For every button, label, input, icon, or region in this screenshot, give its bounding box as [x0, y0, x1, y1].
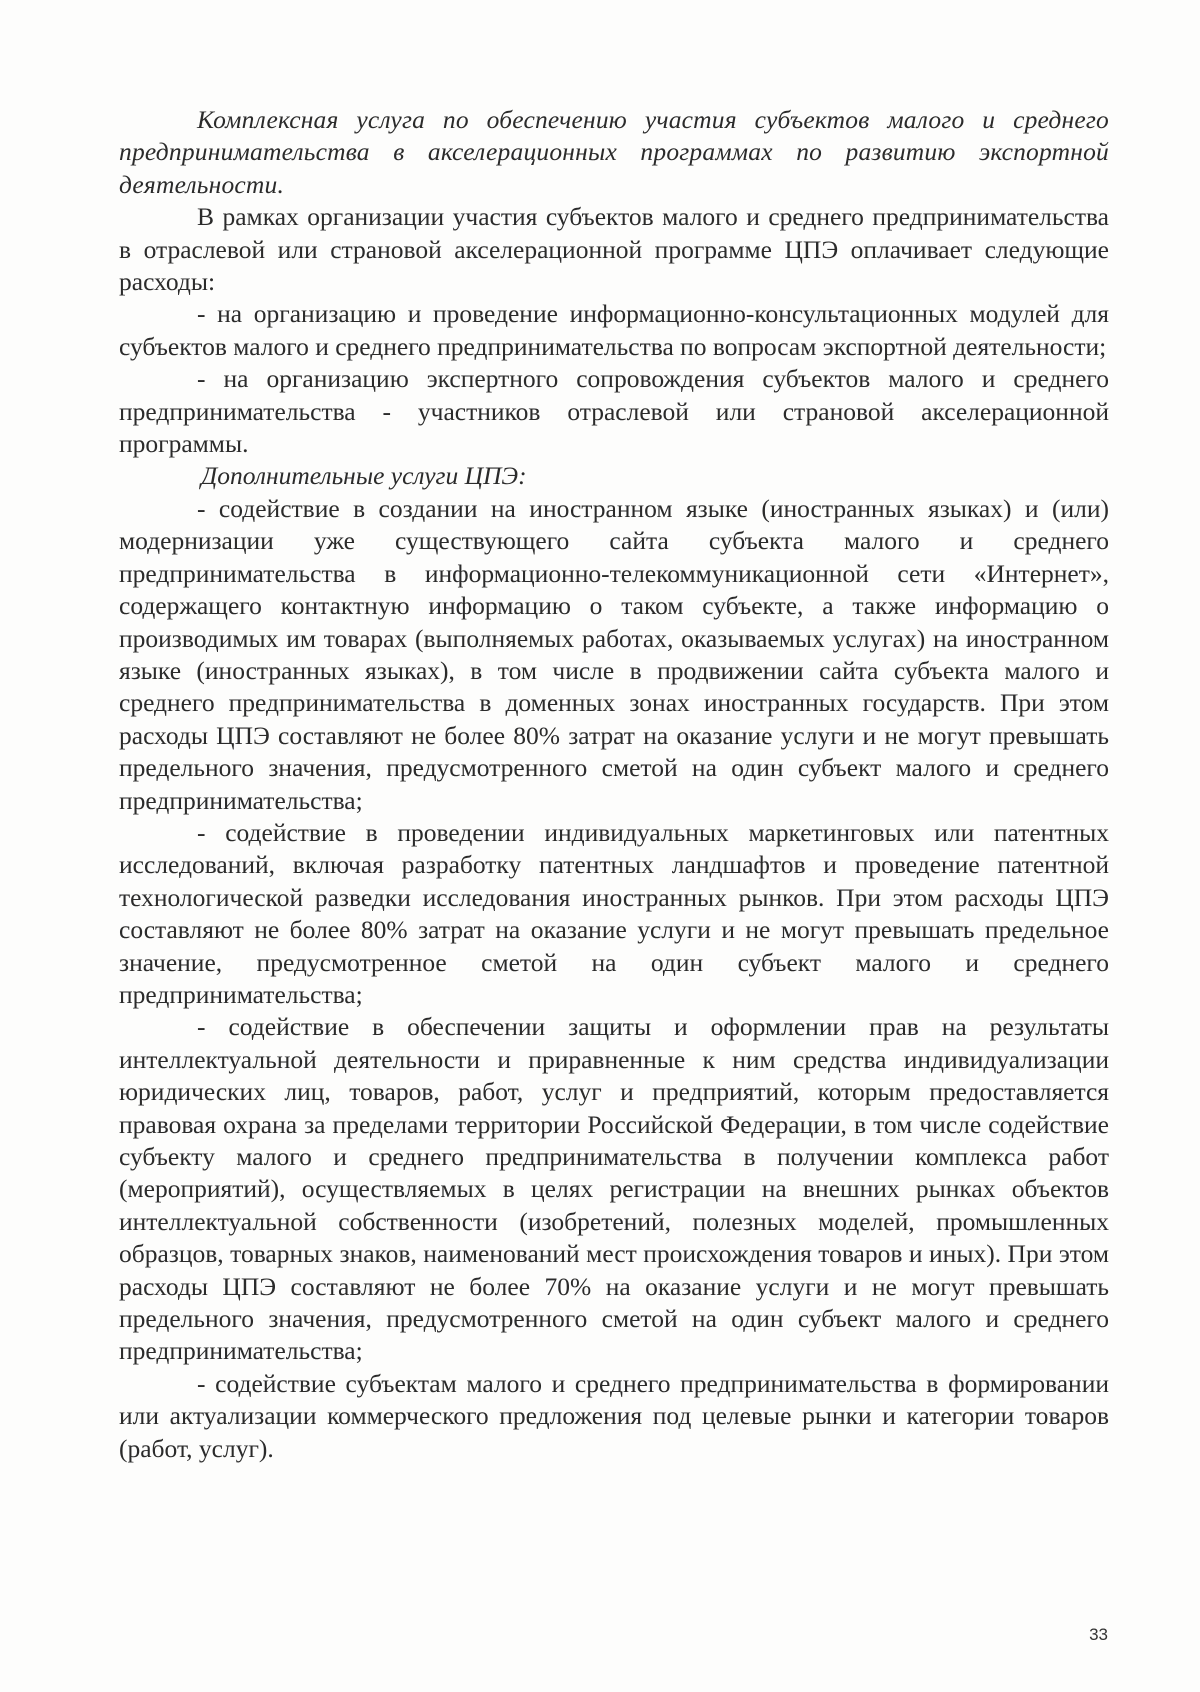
additional-services-heading: Дополнительные услуги ЦПЭ:	[201, 461, 527, 491]
additional-service-item-3: - содействие в обеспечении защиты и оформлении прав на результаты интеллектуальной деятельности и приравненные к ним средства индивидуализации юридических лиц, товаров, работ, услуг и предприятий, которым предоставляется правовая охрана за пределами территории Российской Федерации, в том числе содействие субъекту малого и среднего предпринимательства в получении комплекса работ (мероприятий), осуществляемых в целях регистрации на внешних рынках объектов интеллектуальной собственности (изобретений, полезных моделей, промышленных образцов, товарных знаков, наименований мест происхождения товаров и иных). При этом расходы ЦПЭ составляют не более 70% на оказание услуги и не могут превышать предельного значения, предусмотренного сметой на один субъект малого и среднего предпринимательства;	[119, 1012, 1109, 1366]
expense-item-2: - на организацию экспертного сопровождения субъектов малого и среднего предпринимательства - участников отраслевой или страновой акселерационной программы.	[119, 364, 1109, 459]
page-number: 33	[1089, 1625, 1108, 1644]
additional-service-item-1: - содействие в создании на иностранном языке (иностранных языках) и (или) модернизации уже существующего сайта субъекта малого и среднего предпринимательства в информационно-телекоммуникационной сети «Интернет», содержащего контактную информацию о таком субъекте, а также информацию о производимых им товарах (выполняемых работах, оказываемых услугах) на иностранном языке (иностранных языках), в том числе в продвижении сайта субъекта малого и среднего предпринимательства в доменных зонах иностранных государств. При этом расходы ЦПЭ составляют не более 80% затрат на оказание услуги и не могут превышать предельного значения, предусмотренного сметой на один субъект малого и среднего предпринимательства;	[119, 493, 1109, 815]
lead-paragraph: В рамках организации участия субъектов малого и среднего предпринимательства в отраслевой или страновой акселерационной программе ЦПЭ оплачивает следующие расходы:	[119, 202, 1109, 297]
expense-item-1: - на организацию и проведение информационно-консультационных модулей для субъектов малого и среднего предпринимательства по вопросам экспортной деятельности;	[119, 299, 1109, 361]
document-body	[119, 104, 1109, 1465]
additional-service-item-4: - содействие субъектам малого и среднего предпринимательства в формировании или актуализации коммерческого предложения под целевые рынки и категории товаров (работ, услуг).	[119, 1368, 1109, 1463]
intro-paragraph: Комплексная услуга по обеспечению участия субъектов малого и среднего предпринимательства в акселерационных программах по развитию экспортной деятельности.	[119, 105, 1109, 199]
additional-service-item-2: - содействие в проведении индивидуальных маркетинговых или патентных исследований, включая разработку патентных ландшафтов и проведение патентной технологической разведки исследования иностранных рынков. При этом расходы ЦПЭ составляют не более 80% затрат на оказание услуги и не могут превышать предельное значение, предусмотренное сметой на один субъект малого и среднего предпринимательства;	[119, 817, 1109, 1009]
